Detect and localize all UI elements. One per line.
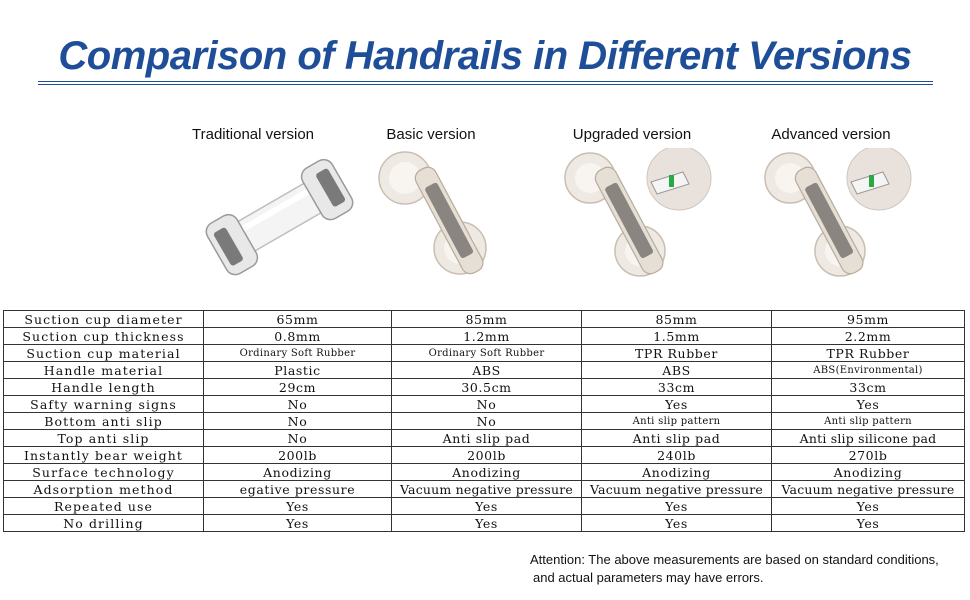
row-label: Surface technology — [4, 464, 204, 481]
value-cell-traditional: egative pressure — [204, 481, 392, 498]
table-row — [4, 481, 965, 498]
value-cell-traditional: 29cm — [204, 379, 392, 396]
table-row — [4, 413, 965, 430]
value-cell-traditional: 0.8mm — [204, 328, 392, 345]
value-cell-upgraded: ABS — [582, 362, 772, 379]
value-cell-basic: Anodizing — [392, 464, 582, 481]
value-cell-advanced: Vacuum negative pressure — [772, 481, 965, 498]
value-cell-traditional: 200lb — [204, 447, 392, 464]
value-cell-basic: Ordinary Soft Rubber — [392, 345, 582, 362]
attention-note-line-1: Attention: The above measurements are based on standard conditions, — [530, 552, 939, 567]
value-cell-advanced: 2.2mm — [772, 328, 965, 345]
value-cell-advanced: Yes — [772, 498, 965, 515]
title-underline — [38, 81, 933, 82]
value-cell-advanced: 270lb — [772, 447, 965, 464]
row-label: Suction cup thickness — [4, 328, 204, 345]
table-row — [4, 345, 965, 362]
value-cell-advanced: Anti slip pattern — [772, 413, 965, 430]
upgraded-handrail-image — [555, 148, 715, 288]
value-cell-traditional: No — [204, 396, 392, 413]
value-cell-traditional: Yes — [204, 498, 392, 515]
row-label: Suction cup diameter — [4, 311, 204, 328]
value-cell-upgraded: 1.5mm — [582, 328, 772, 345]
attention-note — [530, 551, 970, 587]
table-row — [4, 396, 965, 413]
version-label-advanced: Advanced version — [771, 126, 891, 143]
value-cell-advanced: 33cm — [772, 379, 965, 396]
value-cell-upgraded: Vacuum negative pressure — [582, 481, 772, 498]
value-cell-traditional: Ordinary Soft Rubber — [204, 345, 392, 362]
value-cell-upgraded: Anti slip pad — [582, 430, 772, 447]
table-row — [4, 447, 965, 464]
page-title: Comparison of Handrails in Different Versions — [58, 34, 912, 78]
row-label: Suction cup material — [4, 345, 204, 362]
value-cell-basic: Vacuum negative pressure — [392, 481, 582, 498]
value-cell-basic: 30.5cm — [392, 379, 582, 396]
value-cell-upgraded: 33cm — [582, 379, 772, 396]
attention-note-line-2: and actual parameters may have errors. — [533, 570, 764, 585]
traditional-handrail-image — [200, 148, 360, 288]
value-cell-basic: Anti slip pad — [392, 430, 582, 447]
value-cell-traditional: Yes — [204, 515, 392, 532]
value-cell-upgraded: Yes — [582, 498, 772, 515]
table-row — [4, 328, 965, 345]
value-cell-basic: 85mm — [392, 311, 582, 328]
table-row — [4, 464, 965, 481]
value-cell-advanced: TPR Rubber — [772, 345, 965, 362]
row-label: Bottom anti slip — [4, 413, 204, 430]
value-cell-upgraded: 85mm — [582, 311, 772, 328]
value-cell-basic: No — [392, 413, 582, 430]
title-underline-second — [38, 84, 933, 85]
table-row — [4, 498, 965, 515]
value-cell-basic: 1.2mm — [392, 328, 582, 345]
value-cell-advanced: Anodizing — [772, 464, 965, 481]
row-label: Handle material — [4, 362, 204, 379]
value-cell-traditional: Anodizing — [204, 464, 392, 481]
advanced-handrail-image — [755, 148, 915, 288]
value-cell-basic: 200lb — [392, 447, 582, 464]
version-label-upgraded: Upgraded version — [572, 126, 692, 143]
comparison-table — [3, 310, 965, 532]
row-label: No drilling — [4, 515, 204, 532]
table-row — [4, 311, 965, 328]
table-row — [4, 362, 965, 379]
value-cell-traditional: No — [204, 430, 392, 447]
table-row — [4, 379, 965, 396]
row-label: Repeated use — [4, 498, 204, 515]
value-cell-traditional: 65mm — [204, 311, 392, 328]
value-cell-advanced: Anti slip silicone pad — [772, 430, 965, 447]
value-cell-advanced: Yes — [772, 515, 965, 532]
value-cell-upgraded: 240lb — [582, 447, 772, 464]
row-label: Safty warning signs — [4, 396, 204, 413]
row-label: Top anti slip — [4, 430, 204, 447]
value-cell-upgraded: Anodizing — [582, 464, 772, 481]
value-cell-traditional: No — [204, 413, 392, 430]
version-label-basic: Basic version — [386, 126, 476, 143]
row-label: Handle length — [4, 379, 204, 396]
table-row — [4, 430, 965, 447]
value-cell-upgraded: Yes — [582, 396, 772, 413]
row-label: Adsorption method — [4, 481, 204, 498]
value-cell-traditional: Plastic — [204, 362, 392, 379]
value-cell-basic: Yes — [392, 515, 582, 532]
value-cell-basic: Yes — [392, 498, 582, 515]
value-cell-upgraded: Yes — [582, 515, 772, 532]
value-cell-advanced: Yes — [772, 396, 965, 413]
value-cell-upgraded: TPR Rubber — [582, 345, 772, 362]
value-cell-basic: ABS — [392, 362, 582, 379]
value-cell-basic: No — [392, 396, 582, 413]
version-label-traditional: Traditional version — [192, 126, 314, 143]
value-cell-upgraded: Anti slip pattern — [582, 413, 772, 430]
table-row — [4, 515, 965, 532]
value-cell-advanced: ABS(Environmental) — [772, 362, 965, 379]
basic-handrail-image — [370, 148, 530, 288]
row-label: Instantly bear weight — [4, 447, 204, 464]
value-cell-advanced: 95mm — [772, 311, 965, 328]
